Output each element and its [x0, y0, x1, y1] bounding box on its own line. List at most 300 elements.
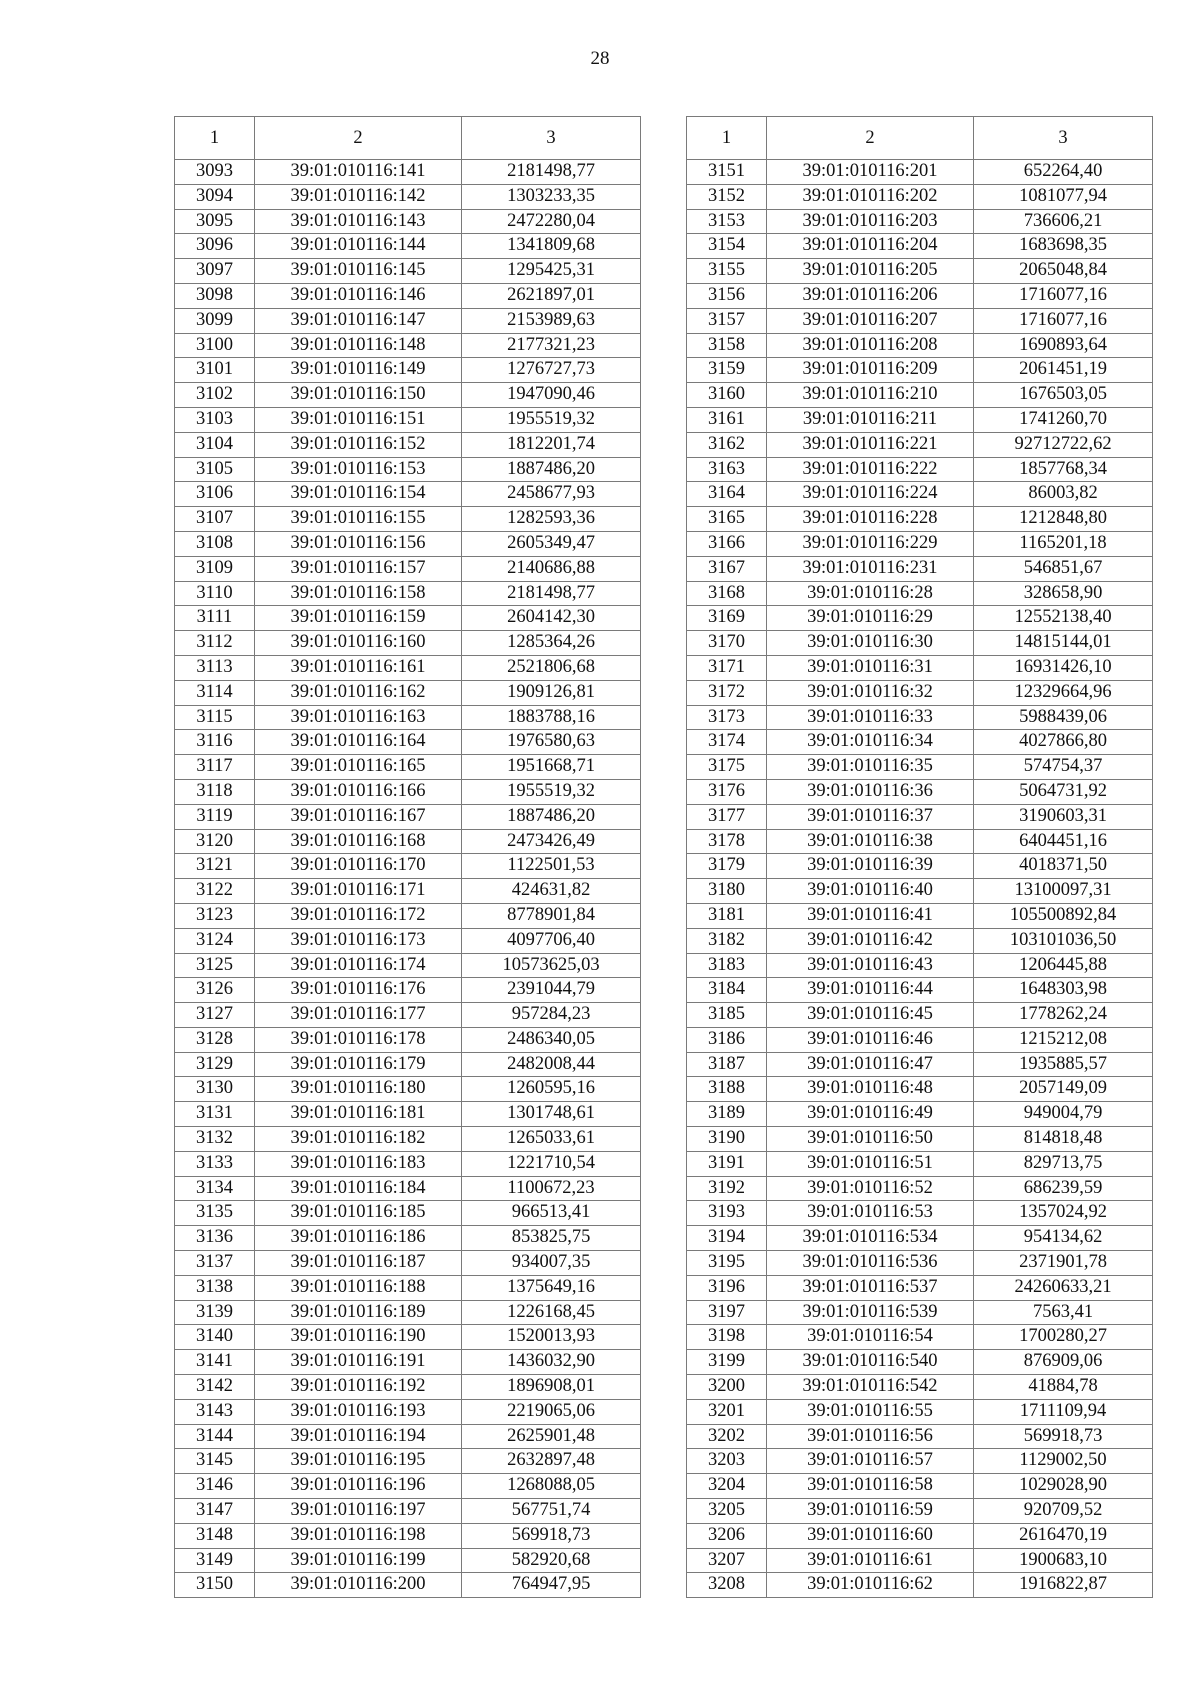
table-row [687, 1449, 1153, 1474]
table-row [175, 432, 641, 457]
cadastral-number-cell: 39:01:010116:165 [255, 755, 462, 780]
value-cell: 569918,73 [462, 1523, 641, 1548]
cadastral-number-cell: 39:01:010116:536 [767, 1251, 974, 1276]
value-cell: 574754,37 [974, 755, 1153, 780]
table-row [175, 1151, 641, 1176]
cadastral-number-cell: 39:01:010116:160 [255, 631, 462, 656]
row-number-cell: 3126 [175, 978, 255, 1003]
row-number-cell: 3169 [687, 606, 767, 631]
cadastral-number-cell: 39:01:010116:204 [767, 234, 974, 259]
value-cell: 1081077,94 [974, 184, 1153, 209]
cadastral-number-cell: 39:01:010116:154 [255, 482, 462, 507]
value-cell: 1260595,16 [462, 1077, 641, 1102]
cadastral-number-cell: 39:01:010116:166 [255, 779, 462, 804]
cadastral-number-cell: 39:01:010116:171 [255, 879, 462, 904]
cadastral-number-cell: 39:01:010116:30 [767, 631, 974, 656]
row-number-cell: 3205 [687, 1499, 767, 1524]
value-cell: 2065048,84 [974, 259, 1153, 284]
cadastral-number-cell: 39:01:010116:161 [255, 655, 462, 680]
table-row [687, 209, 1153, 234]
value-cell: 2181498,77 [462, 581, 641, 606]
column-header-3: 3 [974, 117, 1153, 160]
row-number-cell: 3204 [687, 1474, 767, 1499]
value-cell: 4027866,80 [974, 730, 1153, 755]
row-number-cell: 3104 [175, 432, 255, 457]
row-number-cell: 3097 [175, 259, 255, 284]
table-row [175, 779, 641, 804]
value-cell: 5988439,06 [974, 705, 1153, 730]
table-body [687, 160, 1153, 1598]
cadastral-number-cell: 39:01:010116:151 [255, 407, 462, 432]
value-cell: 853825,75 [462, 1226, 641, 1251]
row-number-cell: 3117 [175, 755, 255, 780]
row-number-cell: 3177 [687, 804, 767, 829]
cadastral-number-cell: 39:01:010116:37 [767, 804, 974, 829]
table-row [175, 333, 641, 358]
cadastral-number-cell: 39:01:010116:185 [255, 1201, 462, 1226]
table-row [687, 1251, 1153, 1276]
value-cell: 920709,52 [974, 1499, 1153, 1524]
table-row [687, 1027, 1153, 1052]
table-row [687, 1102, 1153, 1127]
value-cell: 966513,41 [462, 1201, 641, 1226]
value-cell: 954134,62 [974, 1226, 1153, 1251]
column-header-2: 2 [255, 117, 462, 160]
cadastral-number-cell: 39:01:010116:46 [767, 1027, 974, 1052]
cadastral-number-cell: 39:01:010116:28 [767, 581, 974, 606]
row-number-cell: 3187 [687, 1052, 767, 1077]
value-cell: 103101036,50 [974, 928, 1153, 953]
row-number-cell: 3170 [687, 631, 767, 656]
table-row [175, 209, 641, 234]
value-cell: 328658,90 [974, 581, 1153, 606]
value-cell: 2181498,77 [462, 160, 641, 185]
row-number-cell: 3123 [175, 903, 255, 928]
table-row [175, 854, 641, 879]
row-number-cell: 3112 [175, 631, 255, 656]
row-number-cell: 3193 [687, 1201, 767, 1226]
table-row [175, 804, 641, 829]
table-row [175, 1102, 641, 1127]
value-cell: 1883788,16 [462, 705, 641, 730]
page-number: 28 [590, 48, 610, 69]
row-number-cell: 3173 [687, 705, 767, 730]
value-cell: 1357024,92 [974, 1201, 1153, 1226]
row-number-cell: 3122 [175, 879, 255, 904]
cadastral-number-cell: 39:01:010116:168 [255, 829, 462, 854]
table-row [687, 680, 1153, 705]
table-row [175, 1201, 641, 1226]
row-number-cell: 3116 [175, 730, 255, 755]
table-row [175, 1077, 641, 1102]
table-row [687, 259, 1153, 284]
value-cell: 14815144,01 [974, 631, 1153, 656]
cadastral-number-cell: 39:01:010116:152 [255, 432, 462, 457]
row-number-cell: 3171 [687, 655, 767, 680]
cadastral-number-cell: 39:01:010116:177 [255, 1003, 462, 1028]
cadastral-number-cell: 39:01:010116:188 [255, 1275, 462, 1300]
table-row [687, 482, 1153, 507]
table-header-row [175, 117, 641, 160]
cadastral-number-cell: 39:01:010116:29 [767, 606, 974, 631]
table-row [687, 1151, 1153, 1176]
table-row [175, 259, 641, 284]
cadastral-number-cell: 39:01:010116:189 [255, 1300, 462, 1325]
row-number-cell: 3189 [687, 1102, 767, 1127]
value-cell: 1212848,80 [974, 507, 1153, 532]
table-row [687, 308, 1153, 333]
row-number-cell: 3156 [687, 283, 767, 308]
cadastral-number-cell: 39:01:010116:143 [255, 209, 462, 234]
value-cell: 1955519,32 [462, 779, 641, 804]
cadastral-number-cell: 39:01:010116:32 [767, 680, 974, 705]
row-number-cell: 3194 [687, 1226, 767, 1251]
value-cell: 6404451,16 [974, 829, 1153, 854]
row-number-cell: 3185 [687, 1003, 767, 1028]
row-number-cell: 3125 [175, 953, 255, 978]
table-row [687, 755, 1153, 780]
cadastral-number-cell: 39:01:010116:155 [255, 507, 462, 532]
table-row [687, 1127, 1153, 1152]
column-header-3: 3 [462, 117, 641, 160]
cadastral-number-cell: 39:01:010116:47 [767, 1052, 974, 1077]
row-number-cell: 3105 [175, 457, 255, 482]
cadastral-number-cell: 39:01:010116:53 [767, 1201, 974, 1226]
value-cell: 5064731,92 [974, 779, 1153, 804]
value-cell: 1955519,32 [462, 407, 641, 432]
value-cell: 2391044,79 [462, 978, 641, 1003]
value-cell: 1857768,34 [974, 457, 1153, 482]
cadastral-number-cell: 39:01:010116:164 [255, 730, 462, 755]
cadastral-number-cell: 39:01:010116:187 [255, 1251, 462, 1276]
row-number-cell: 3165 [687, 507, 767, 532]
cadastral-number-cell: 39:01:010116:31 [767, 655, 974, 680]
row-number-cell: 3147 [175, 1499, 255, 1524]
table-row [687, 829, 1153, 854]
cadastral-number-cell: 39:01:010116:145 [255, 259, 462, 284]
row-number-cell: 3174 [687, 730, 767, 755]
row-number-cell: 3124 [175, 928, 255, 953]
value-cell: 949004,79 [974, 1102, 1153, 1127]
cadastral-number-cell: 39:01:010116:206 [767, 283, 974, 308]
row-number-cell: 3149 [175, 1548, 255, 1573]
table-row [175, 1003, 641, 1028]
cadastral-number-cell: 39:01:010116:33 [767, 705, 974, 730]
row-number-cell: 3150 [175, 1573, 255, 1598]
value-cell: 1947090,46 [462, 383, 641, 408]
table-row [175, 383, 641, 408]
table-row [175, 1474, 641, 1499]
cadastral-number-cell: 39:01:010116:146 [255, 283, 462, 308]
cadastral-number-cell: 39:01:010116:34 [767, 730, 974, 755]
row-number-cell: 3172 [687, 680, 767, 705]
row-number-cell: 3200 [687, 1375, 767, 1400]
row-number-cell: 3128 [175, 1027, 255, 1052]
row-number-cell: 3106 [175, 482, 255, 507]
value-cell: 1711109,94 [974, 1399, 1153, 1424]
row-number-cell: 3129 [175, 1052, 255, 1077]
table-row [687, 556, 1153, 581]
row-number-cell: 3178 [687, 829, 767, 854]
column-header-1: 1 [175, 117, 255, 160]
cadastral-number-cell: 39:01:010116:534 [767, 1226, 974, 1251]
row-number-cell: 3159 [687, 358, 767, 383]
value-cell: 8778901,84 [462, 903, 641, 928]
cadastral-number-cell: 39:01:010116:173 [255, 928, 462, 953]
cadastral-number-cell: 39:01:010116:179 [255, 1052, 462, 1077]
table-row [687, 283, 1153, 308]
table-row [175, 531, 641, 556]
value-cell: 1129002,50 [974, 1449, 1153, 1474]
table-row [687, 358, 1153, 383]
cadastral-number-cell: 39:01:010116:209 [767, 358, 974, 383]
table-row [687, 234, 1153, 259]
row-number-cell: 3142 [175, 1375, 255, 1400]
row-number-cell: 3093 [175, 160, 255, 185]
table-row [175, 1375, 641, 1400]
table-row [175, 903, 641, 928]
table-row [687, 804, 1153, 829]
value-cell: 957284,23 [462, 1003, 641, 1028]
value-cell: 2057149,09 [974, 1077, 1153, 1102]
table-row [687, 879, 1153, 904]
cadastral-number-cell: 39:01:010116:43 [767, 953, 974, 978]
row-number-cell: 3206 [687, 1523, 767, 1548]
value-cell: 2616470,19 [974, 1523, 1153, 1548]
table-row [175, 953, 641, 978]
value-cell: 2177321,23 [462, 333, 641, 358]
table-row [175, 556, 641, 581]
cadastral-number-cell: 39:01:010116:172 [255, 903, 462, 928]
cadastral-number-cell: 39:01:010116:57 [767, 1449, 974, 1474]
table-row [175, 928, 641, 953]
row-number-cell: 3163 [687, 457, 767, 482]
value-cell: 2486340,05 [462, 1027, 641, 1052]
table-header-row [687, 117, 1153, 160]
table-row [175, 407, 641, 432]
value-cell: 1900683,10 [974, 1548, 1153, 1573]
table-row [175, 631, 641, 656]
value-cell: 1100672,23 [462, 1176, 641, 1201]
value-cell: 2482008,44 [462, 1052, 641, 1077]
row-number-cell: 3182 [687, 928, 767, 953]
row-number-cell: 3131 [175, 1102, 255, 1127]
cadastral-number-cell: 39:01:010116:157 [255, 556, 462, 581]
cadastral-number-cell: 39:01:010116:542 [767, 1375, 974, 1400]
value-cell: 12329664,96 [974, 680, 1153, 705]
table-row [687, 928, 1153, 953]
value-cell: 1206445,88 [974, 953, 1153, 978]
table-row [175, 755, 641, 780]
table-row [687, 1176, 1153, 1201]
row-number-cell: 3115 [175, 705, 255, 730]
cadastral-number-cell: 39:01:010116:183 [255, 1151, 462, 1176]
value-cell: 1282593,36 [462, 507, 641, 532]
table-row [175, 160, 641, 185]
cadastral-number-cell: 39:01:010116:158 [255, 581, 462, 606]
row-number-cell: 3167 [687, 556, 767, 581]
cadastral-number-cell: 39:01:010116:54 [767, 1325, 974, 1350]
value-cell: 1295425,31 [462, 259, 641, 284]
table-row [175, 234, 641, 259]
table-row [175, 308, 641, 333]
row-number-cell: 3164 [687, 482, 767, 507]
row-number-cell: 3110 [175, 581, 255, 606]
row-number-cell: 3098 [175, 283, 255, 308]
value-cell: 1520013,93 [462, 1325, 641, 1350]
table-row [687, 1350, 1153, 1375]
row-number-cell: 3132 [175, 1127, 255, 1152]
table-row [175, 184, 641, 209]
cadastral-number-cell: 39:01:010116:191 [255, 1350, 462, 1375]
value-cell: 1951668,71 [462, 755, 641, 780]
row-number-cell: 3109 [175, 556, 255, 581]
row-number-cell: 3111 [175, 606, 255, 631]
value-cell: 1303233,35 [462, 184, 641, 209]
value-cell: 10573625,03 [462, 953, 641, 978]
row-number-cell: 3153 [687, 209, 767, 234]
table-row [175, 879, 641, 904]
table-row [175, 1399, 641, 1424]
row-number-cell: 3095 [175, 209, 255, 234]
cadastral-number-cell: 39:01:010116:224 [767, 482, 974, 507]
value-cell: 829713,75 [974, 1151, 1153, 1176]
cadastral-number-cell: 39:01:010116:36 [767, 779, 974, 804]
row-number-cell: 3188 [687, 1077, 767, 1102]
cadastral-number-cell: 39:01:010116:60 [767, 1523, 974, 1548]
row-number-cell: 3121 [175, 854, 255, 879]
row-number-cell: 3176 [687, 779, 767, 804]
table-row [687, 1226, 1153, 1251]
table-row [175, 730, 641, 755]
value-cell: 1778262,24 [974, 1003, 1153, 1028]
row-number-cell: 3120 [175, 829, 255, 854]
row-number-cell: 3130 [175, 1077, 255, 1102]
column-header-1: 1 [687, 117, 767, 160]
value-cell: 1268088,05 [462, 1474, 641, 1499]
cadastral-number-cell: 39:01:010116:167 [255, 804, 462, 829]
cadastral-number-cell: 39:01:010116:539 [767, 1300, 974, 1325]
table-row [175, 1548, 641, 1573]
value-cell: 2458677,93 [462, 482, 641, 507]
value-cell: 2140686,88 [462, 556, 641, 581]
value-cell: 569918,73 [974, 1424, 1153, 1449]
cadastral-number-cell: 39:01:010116:56 [767, 1424, 974, 1449]
cadastral-number-cell: 39:01:010116:180 [255, 1077, 462, 1102]
row-number-cell: 3144 [175, 1424, 255, 1449]
cadastral-number-cell: 39:01:010116:49 [767, 1102, 974, 1127]
table-row [687, 1573, 1153, 1598]
value-cell: 2153989,63 [462, 308, 641, 333]
row-number-cell: 3199 [687, 1350, 767, 1375]
table-row [175, 680, 641, 705]
cadastral-number-cell: 39:01:010116:144 [255, 234, 462, 259]
cadastral-number-cell: 39:01:010116:537 [767, 1275, 974, 1300]
table-row [687, 854, 1153, 879]
row-number-cell: 3198 [687, 1325, 767, 1350]
cadastral-number-cell: 39:01:010116:181 [255, 1102, 462, 1127]
value-cell: 16931426,10 [974, 655, 1153, 680]
cadastral-number-cell: 39:01:010116:194 [255, 1424, 462, 1449]
row-number-cell: 3133 [175, 1151, 255, 1176]
row-number-cell: 3107 [175, 507, 255, 532]
table-row [687, 1548, 1153, 1573]
cadastral-number-cell: 39:01:010116:182 [255, 1127, 462, 1152]
cadastral-number-cell: 39:01:010116:35 [767, 755, 974, 780]
row-number-cell: 3195 [687, 1251, 767, 1276]
cadastral-number-cell: 39:01:010116:184 [255, 1176, 462, 1201]
cadastral-number-cell: 39:01:010116:195 [255, 1449, 462, 1474]
row-number-cell: 3161 [687, 407, 767, 432]
value-cell: 1690893,64 [974, 333, 1153, 358]
cadastral-number-cell: 39:01:010116:51 [767, 1151, 974, 1176]
cadastral-number-cell: 39:01:010116:62 [767, 1573, 974, 1598]
row-number-cell: 3162 [687, 432, 767, 457]
table-row [687, 1375, 1153, 1400]
table-row [687, 1325, 1153, 1350]
cadastral-number-cell: 39:01:010116:193 [255, 1399, 462, 1424]
table-row [175, 457, 641, 482]
value-cell: 1909126,81 [462, 680, 641, 705]
row-number-cell: 3186 [687, 1027, 767, 1052]
table-row [175, 655, 641, 680]
row-number-cell: 3152 [687, 184, 767, 209]
table-row [687, 531, 1153, 556]
value-cell: 2604142,30 [462, 606, 641, 631]
value-cell: 1812201,74 [462, 432, 641, 457]
table-row [687, 581, 1153, 606]
cadastral-number-cell: 39:01:010116:222 [767, 457, 974, 482]
cadastral-number-cell: 39:01:010116:202 [767, 184, 974, 209]
cadastral-number-cell: 39:01:010116:170 [255, 854, 462, 879]
table-row [175, 1573, 641, 1598]
table-row [687, 1523, 1153, 1548]
value-cell: 4018371,50 [974, 854, 1153, 879]
value-cell: 1683698,35 [974, 234, 1153, 259]
table-row [687, 1474, 1153, 1499]
value-cell: 1122501,53 [462, 854, 641, 879]
row-number-cell: 3184 [687, 978, 767, 1003]
table-row [687, 779, 1153, 804]
table-row [175, 978, 641, 1003]
row-number-cell: 3119 [175, 804, 255, 829]
cadastral-number-cell: 39:01:010116:142 [255, 184, 462, 209]
row-number-cell: 3203 [687, 1449, 767, 1474]
cadastral-number-cell: 39:01:010116:156 [255, 531, 462, 556]
table-row [175, 829, 641, 854]
row-number-cell: 3099 [175, 308, 255, 333]
value-cell: 1700280,27 [974, 1325, 1153, 1350]
value-cell: 1716077,16 [974, 308, 1153, 333]
value-cell: 105500892,84 [974, 903, 1153, 928]
value-cell: 24260633,21 [974, 1275, 1153, 1300]
table-body [175, 160, 641, 1598]
value-cell: 876909,06 [974, 1350, 1153, 1375]
value-cell: 1375649,16 [462, 1275, 641, 1300]
value-cell: 686239,59 [974, 1176, 1153, 1201]
table-row [175, 1176, 641, 1201]
cadastral-number-cell: 39:01:010116:196 [255, 1474, 462, 1499]
value-cell: 2219065,06 [462, 1399, 641, 1424]
table-row [175, 1127, 641, 1152]
row-number-cell: 3137 [175, 1251, 255, 1276]
row-number-cell: 3094 [175, 184, 255, 209]
cadastral-number-cell: 39:01:010116:147 [255, 308, 462, 333]
table-row [687, 978, 1153, 1003]
value-cell: 7563,41 [974, 1300, 1153, 1325]
cadastral-number-cell: 39:01:010116:203 [767, 209, 974, 234]
value-cell: 764947,95 [462, 1573, 641, 1598]
